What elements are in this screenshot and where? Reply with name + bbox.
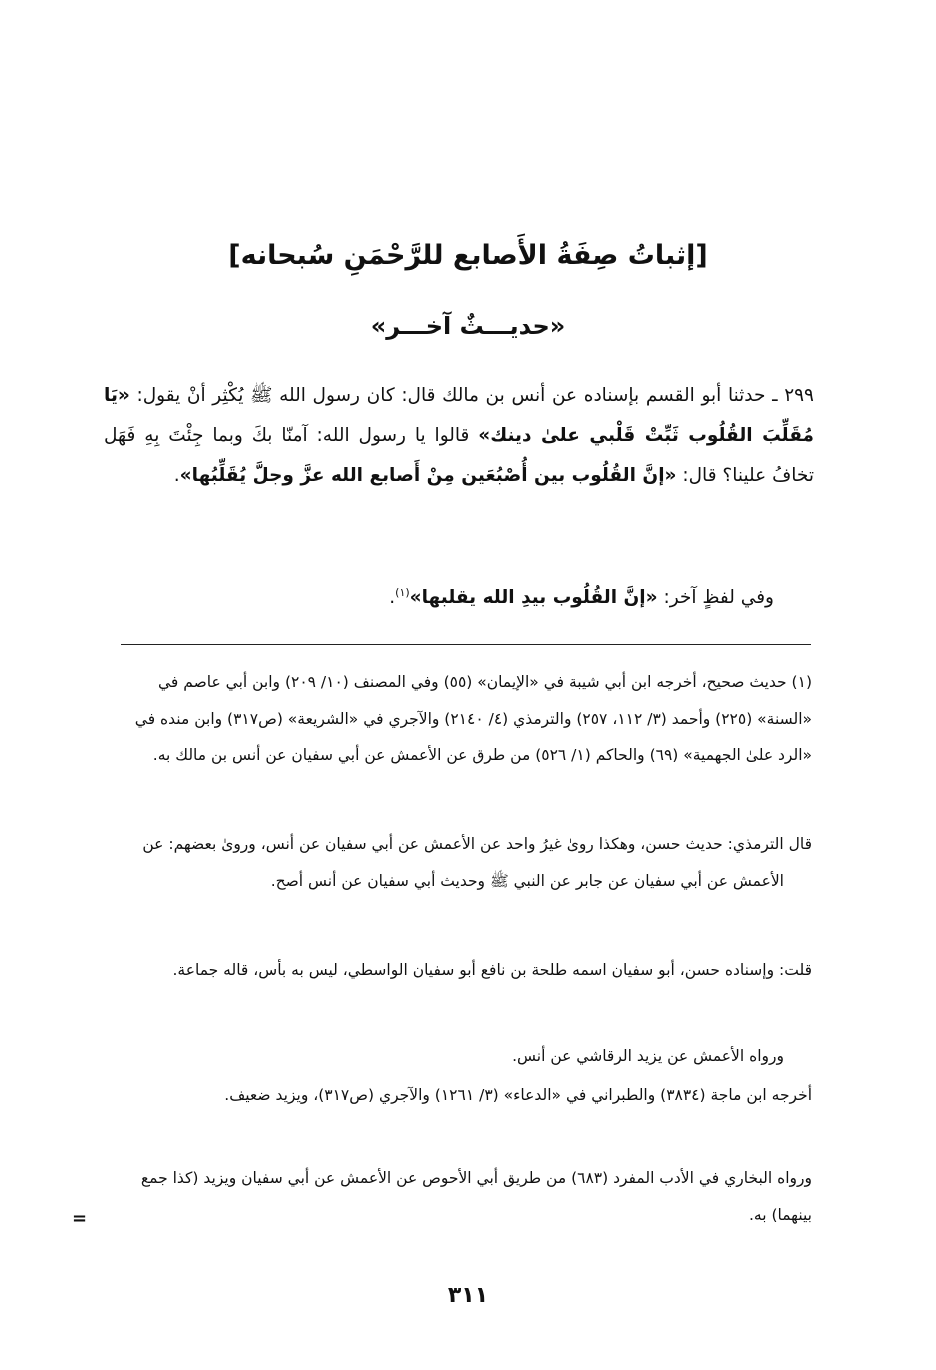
footnote-bukhari xyxy=(104,1160,812,1233)
hadith-quote-1: «يَا مُقَلِّبَ القُلُوب ثَبِّتْ قَلْبي علىٰ دينك» xyxy=(104,385,815,446)
footnote-paragraph: (١) حديث صحيح، أخرجه ابن أبي شيبة في «الإيمان» (٥٥) وفي المصنف (١٠/ ٢٠٩) وابن أبي عاصم في «السنة» (٢٢٥) وأحمد (٣/ ١١٢، ٢٥٧) والترمذي (٤/ ٢١٤٠) والآجري في «الشريعة» (ص٣١٧) وابن منده في «الرد علىٰ الجهمية» (٦٩) والحاكم (١/ ٥٢٦) من طرق عن الأعمش عن أبي سفيان عن أنس بن مالك به. xyxy=(134,673,812,764)
footnote-paragraph: أخرجه ابن ماجة (٣٨٣٤) والطبراني في «الدعاء» (٣/ ١٢٦١) والآجري (ص٣١٧)، ويزيد ضعيف. xyxy=(224,1086,812,1104)
footnote-tirmidhi xyxy=(104,826,812,899)
footnote-paragraph: ورواه البخاري في الأدب المفرد (٦٨٣) من طريق أبي الأحوص عن الأعمش عن أبي سفيان ويزيد (كذا جمع بينهما) به. xyxy=(140,1169,812,1224)
footnote-paragraph: ورواه الأعمش عن يزيد الرقاشي عن أنس. xyxy=(512,1047,784,1065)
footnote-continuation-marker: = xyxy=(72,1208,88,1229)
footnote-paragraph: قال الترمذي: حديث حسن، وهكذا روىٰ غيرُ واحد عن الأعمش عن أبي سفيان عن أنس، وروىٰ بعضهم: عن الأعمش عن أبي سفيان عن جابر عن النبي ﷺ وحديث أبي سفيان عن أنس أصح. xyxy=(142,835,812,890)
variant-quote: «إنَّ القُلُوب بيدِ الله يقلبها» xyxy=(409,587,658,608)
footnote-divider xyxy=(121,644,811,645)
variant-end: . xyxy=(389,587,396,608)
page-subtitle: «حديـــثٌ آخـــر» xyxy=(370,312,566,340)
page-title: [إثباتُ صِفَةُ الأَصابع للرَّحْمَنِ سُبحانه] xyxy=(228,240,708,271)
footnote-reference[interactable]: (١) xyxy=(395,585,410,599)
footnote-note xyxy=(104,952,812,989)
hadith-intro: ٢٩٩ ـ حدثنا أبو القسم بإسناده عن أنس بن مالك قال: كان رسول الله ﷺ يُكْثِر أنْ يقول: xyxy=(129,385,814,406)
variant-paragraph xyxy=(104,578,814,618)
variant-intro: وفي لفظٍ آخر: xyxy=(657,587,774,608)
hadith-quote-2: «إنَّ القُلُوب بين أُصْبُعَين مِنْ أَصابع الله عزَّ وجلَّ يُقَلِّبُها» xyxy=(179,465,677,486)
footnote-1 xyxy=(104,664,812,774)
hadith-end: . xyxy=(173,465,180,486)
page-number: ٣١١ xyxy=(447,1283,489,1308)
footnote-amash xyxy=(104,1038,812,1075)
footnote-ibn-majah xyxy=(104,1077,812,1114)
hadith-middle: قالوا يا رسول الله: آمنّا بكَ وبما جِئْتَ بِهِ فَهَل تخافُ علينا؟ قال: xyxy=(104,425,814,486)
footnote-paragraph: قلت: وإسناده حسن، أبو سفيان اسمه طلحة بن نافع أبو سفيان الواسطي، ليس به بأس، قاله جماعة. xyxy=(172,961,812,979)
hadith-paragraph xyxy=(104,376,814,496)
